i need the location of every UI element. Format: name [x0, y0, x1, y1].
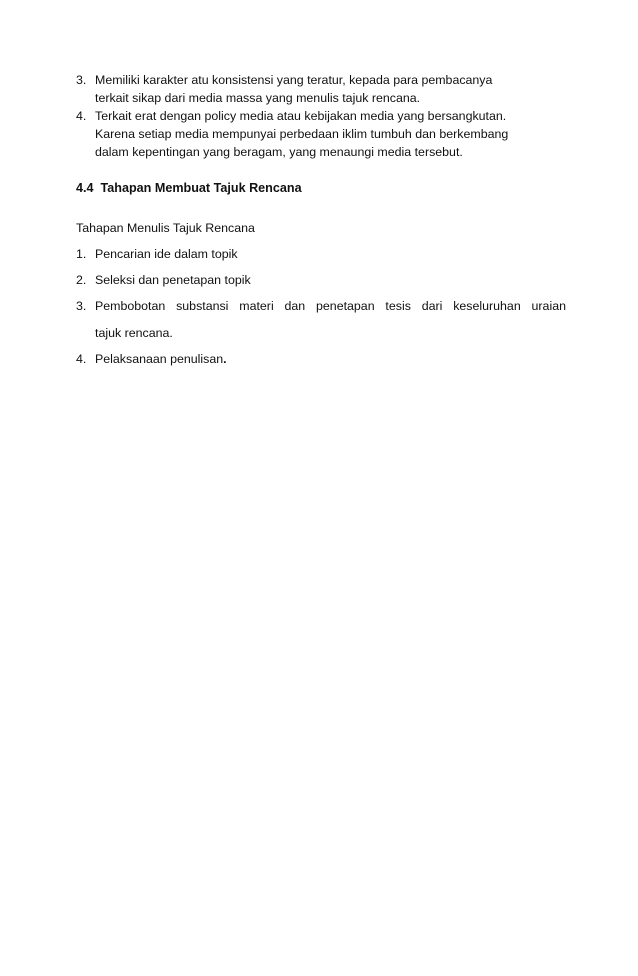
- list-text: Seleksi dan penetapan topik: [95, 273, 251, 287]
- list-line: Memiliki karakter atu konsistensi yang teratur, kepada para pembacanya: [95, 73, 493, 87]
- list-number: 1.: [76, 247, 87, 261]
- list-item: [76, 271, 566, 289]
- list-number: 4.: [76, 109, 87, 123]
- list-trailing-period: .: [223, 352, 227, 366]
- continued-list: [76, 71, 566, 161]
- list-item: [76, 245, 566, 263]
- section-subtitle: Tahapan Menulis Tajuk Rencana: [76, 221, 255, 235]
- list-number: 2.: [76, 273, 87, 287]
- list-item: [76, 107, 566, 161]
- list-item: [76, 297, 566, 342]
- list-line: tajuk rencana.: [95, 326, 173, 340]
- list-item: [76, 350, 566, 368]
- list-text-wrapper: [95, 350, 566, 368]
- list-text: Pencarian ide dalam topik: [95, 247, 238, 261]
- list-line: Terkait erat dengan policy media atau kebijakan media yang bersangkutan.: [95, 109, 507, 123]
- list-line: dalam kepentingan yang beragam, yang menaungi media tersebut.: [95, 145, 463, 159]
- list-item: [76, 71, 566, 107]
- list-number: 3.: [76, 299, 87, 313]
- list-line: Karena setiap media mempunyai perbedaan iklim tumbuh dan berkembang: [95, 127, 509, 141]
- list-text: Pelaksanaan penulisan: [95, 352, 224, 366]
- list-line: terkait sikap dari media massa yang menulis tajuk rencana.: [95, 91, 421, 105]
- steps-list: [76, 245, 566, 376]
- list-number: 4.: [76, 352, 87, 366]
- list-line: Pembobotan substansi materi dan penetapan tesis dari keseluruhan uraian: [95, 299, 566, 313]
- section-heading: 4.4 Tahapan Membuat Tajuk Rencana: [76, 181, 302, 195]
- list-number: 3.: [76, 73, 87, 87]
